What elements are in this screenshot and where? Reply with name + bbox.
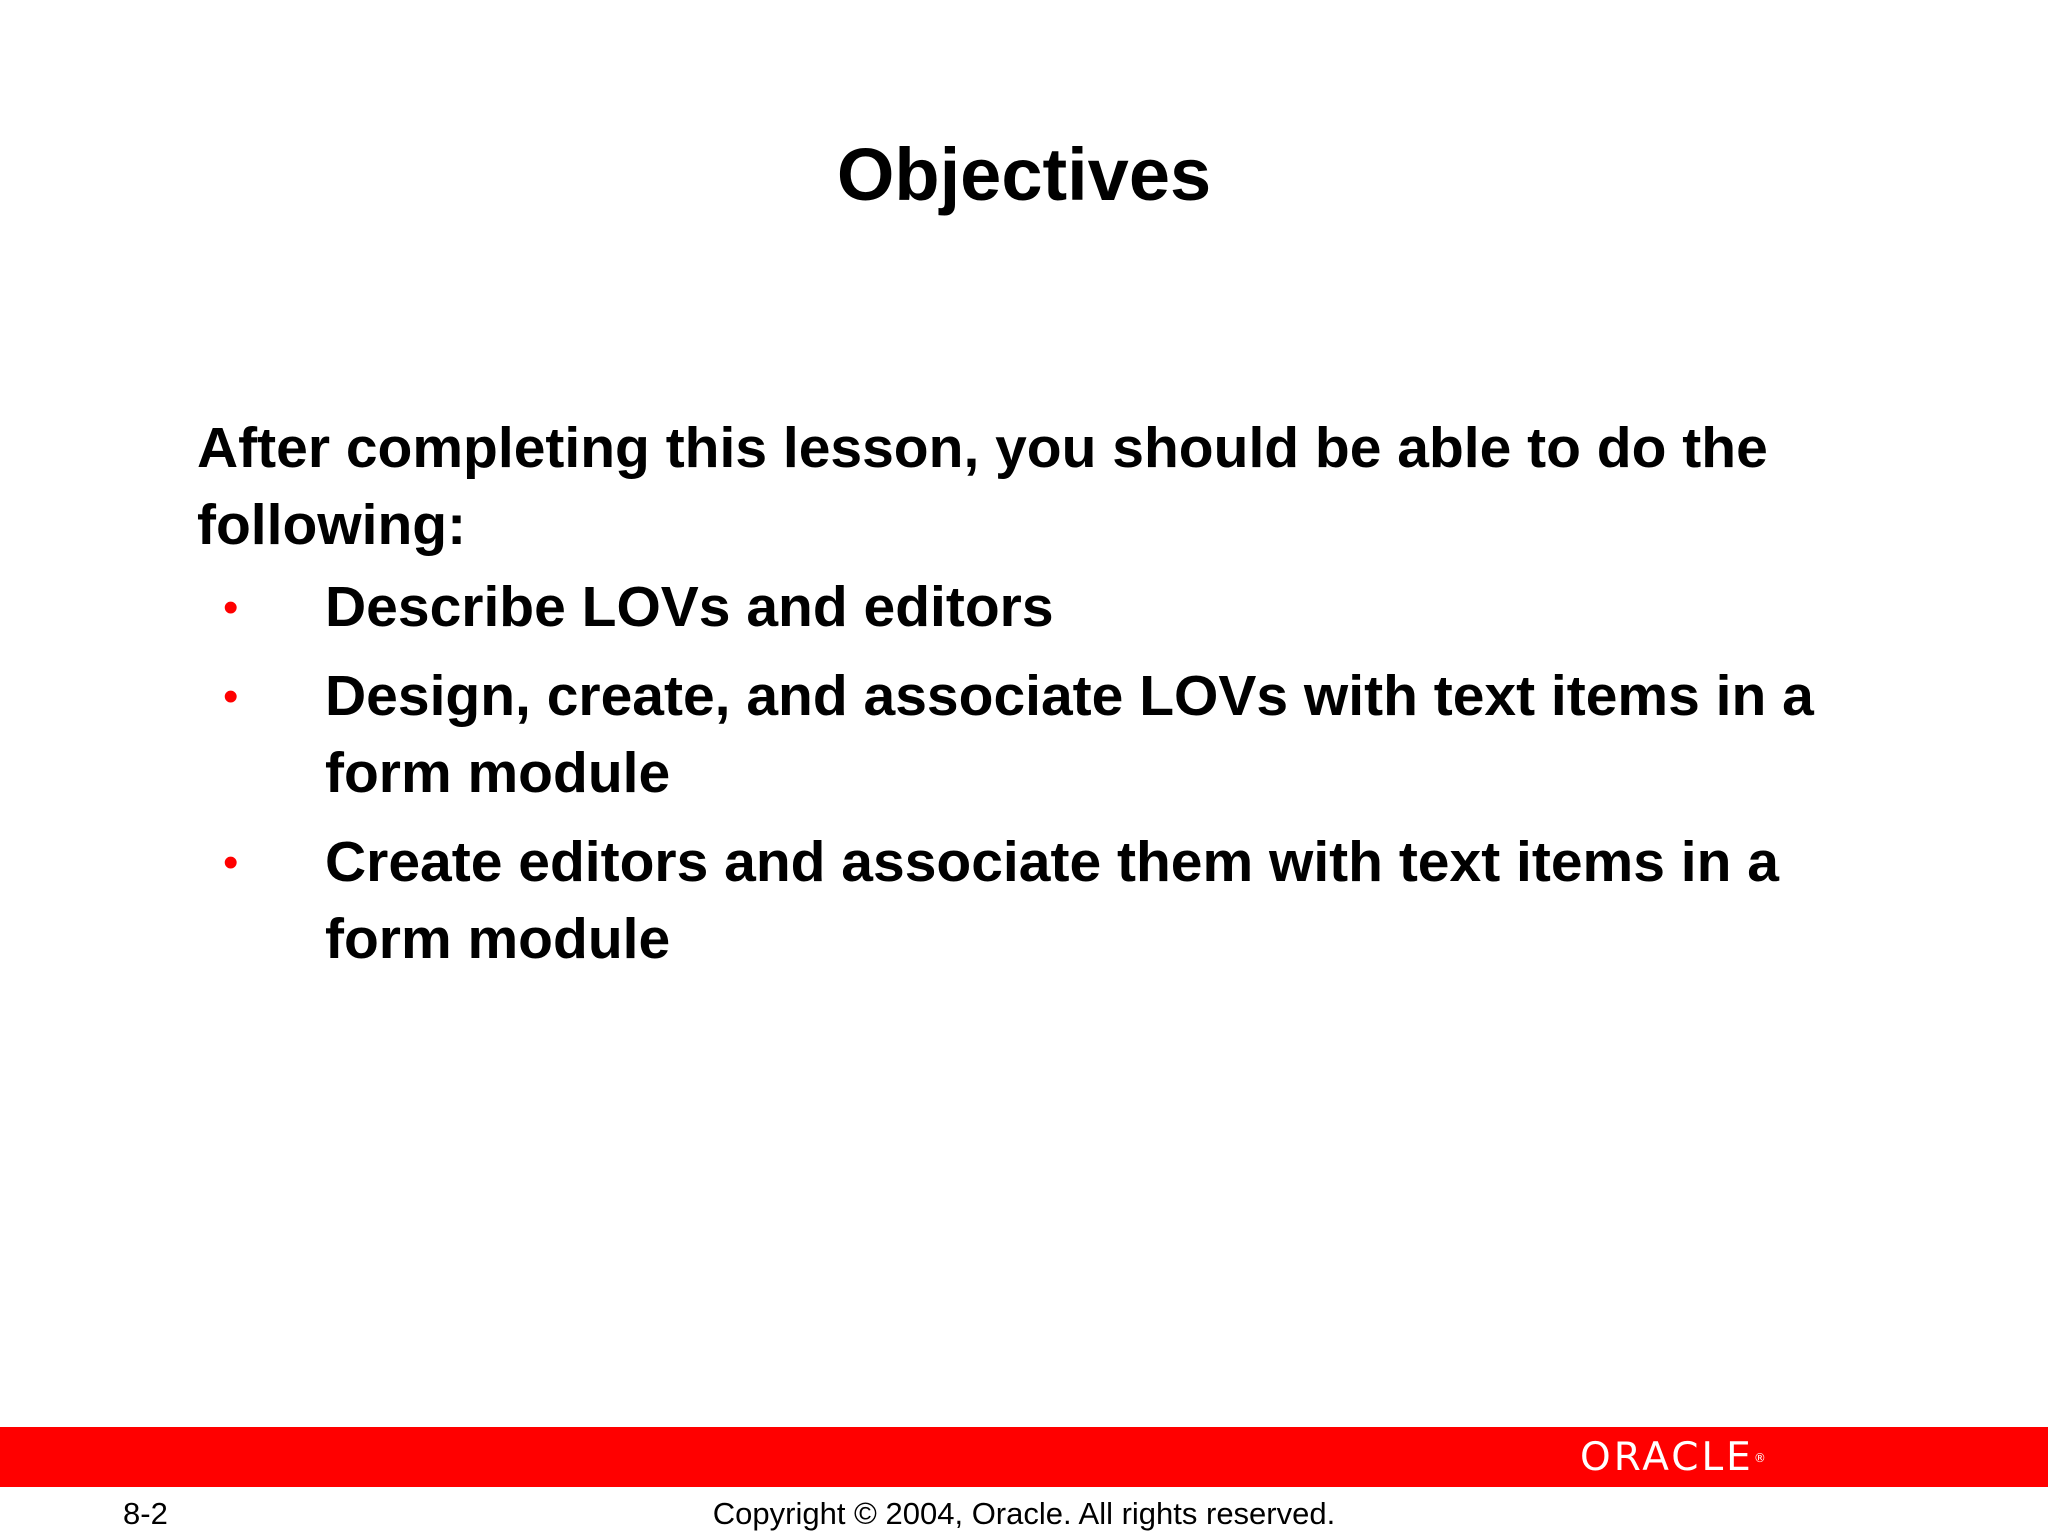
page-number: 8-2	[123, 1496, 168, 1531]
list-item	[197, 569, 1877, 646]
list-item	[197, 824, 1877, 978]
list-item-text: Describe LOVs and editors	[325, 575, 1054, 639]
objectives-list	[197, 569, 1877, 978]
slide-content	[197, 410, 1877, 990]
bullet-icon: •	[223, 838, 239, 887]
oracle-logo	[1580, 1436, 1835, 1480]
oracle-logo-text: ORACLE	[1580, 1435, 1754, 1480]
registered-mark-icon: ®	[1753, 1451, 1766, 1465]
list-item-text: Create editors and associate them with text items in a form module	[325, 830, 1779, 971]
slide-title: Objectives	[836, 133, 1212, 216]
bullet-icon: •	[223, 672, 239, 721]
bullet-icon: •	[223, 583, 239, 632]
intro-text: After completing this lesson, you should be able to do the following:	[197, 416, 1768, 557]
list-item-text: Design, create, and associate LOVs with text items in a form module	[325, 664, 1814, 805]
copyright-notice: Copyright © 2004, Oracle. All rights reserved.	[712, 1496, 1336, 1531]
list-item	[197, 658, 1877, 812]
